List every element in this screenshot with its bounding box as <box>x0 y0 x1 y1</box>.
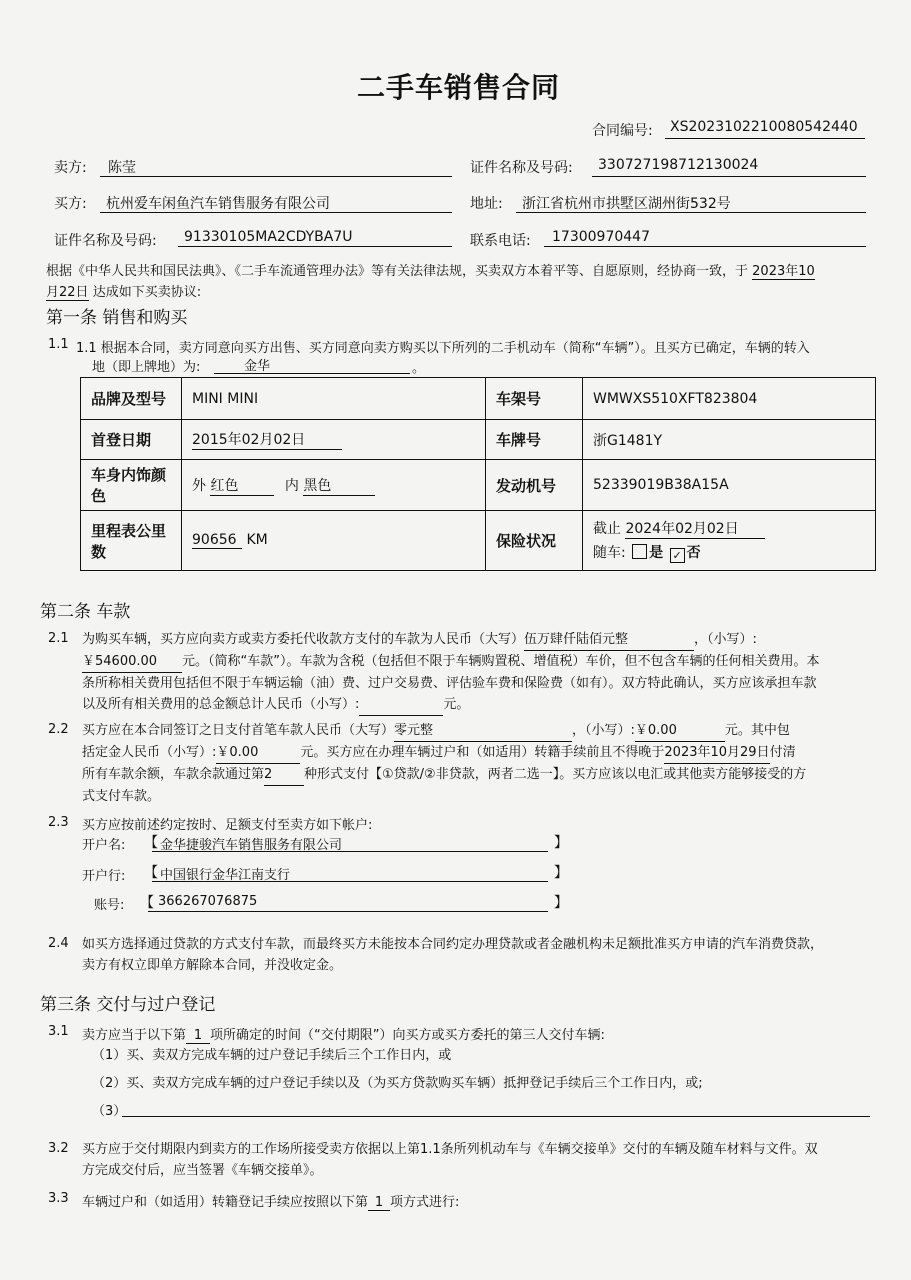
seller-id-no: 330727198712130024 <box>598 157 759 173</box>
buyer-name: 杭州爱车闲鱼汽车销售服务有限公司 <box>106 196 330 212</box>
page-title: 二手车销售合同 <box>357 71 561 104</box>
clause-2-3-num: 2.3 <box>48 815 69 830</box>
reg-date-label: 首登日期 <box>81 420 182 460</box>
price-amount: ￥54600.00 <box>82 651 182 673</box>
clause-3-3-num: 3.3 <box>48 1191 69 1206</box>
article-3-title: 第三条 交付与过户登记 <box>40 995 216 1015</box>
clause-3-2: 买方应于交付期限内到卖方的工作场所接受卖方依据以上第1.1条所列机动车与《车辆交接单》交付的车辆及随车材料与文件。双 方完成交付后，应当签署《车辆交接单》。 <box>82 1142 818 1178</box>
contract-no-label: 合同编号: <box>592 123 653 139</box>
option-2: （2）买、卖双方完成车辆的过户登记手续以及（为买方贷款购买车辆）抵押登记手续后三个工作日内，或; <box>92 1076 703 1091</box>
clause-1-1-num: 1.1 <box>48 337 69 352</box>
yes-checkbox <box>632 544 647 559</box>
plate-label: 车牌号 <box>486 420 583 460</box>
option-3: （3） <box>92 1104 127 1119</box>
buyer-phone: 17300970447 <box>552 229 650 245</box>
reg-date-value: 2015年02月02日 <box>192 429 342 450</box>
intro-text-2: 月22日 达成如下买卖协议: <box>46 281 201 301</box>
interior-color: 黑色 <box>303 475 375 496</box>
clause-1-1-end: 。 <box>412 361 426 376</box>
vin-value: WMWXS510XFT823804 <box>583 378 876 420</box>
clause-3-2-num: 3.2 <box>48 1141 69 1156</box>
account-number: 366267076875 <box>158 894 258 909</box>
reg-date-cell <box>182 420 486 460</box>
color-label: 车身内饰颜色 <box>81 460 182 511</box>
transfer-place: 金华 <box>244 359 271 374</box>
account-holder: 金华捷骏汽车销售服务有限公司 <box>160 838 343 853</box>
clause-2-1-num: 2.1 <box>48 631 69 646</box>
no-checkbox: ✓ <box>670 548 685 563</box>
article-2-title: 第二条 车款 <box>40 602 131 622</box>
buyer-addr-label: 地址: <box>470 196 503 212</box>
brand-label: 品牌及型号 <box>81 378 182 420</box>
seller-name: 陈莹 <box>108 160 136 176</box>
mileage-label: 里程表公里数 <box>81 511 182 571</box>
clause-2-2-num: 2.2 <box>48 722 69 737</box>
clause-2-4-num: 2.4 <box>48 936 69 951</box>
clause-2-2: 买方应在本合同签订之日支付首笔车款人民币（大写）零元整 ，（小写）:￥0.00 元。其中包 括定金人民币（小写）:￥0.00 元。买方应在办理车辆过户和（如适用）转籍手续前且不得晚于2023年10月29日付清 所有车款余额，车款余款通过第2 种形式支付【①贷款/②非贷款，两者二选一】。买方应该以电汇或其他卖方能够接受的方 式支付车款。 <box>82 720 882 807</box>
mileage-value: 90656 <box>192 532 242 549</box>
clause-3-3-text: 车辆过户和（如适用）转籍登记手续应按照以下第 1 项方式进行: <box>82 1195 460 1210</box>
delivery-item: 1 <box>186 1028 210 1044</box>
exterior-color: 红色 <box>210 475 274 496</box>
account-holder-label: 开户名: <box>82 838 126 853</box>
insurance-label: 保险状况 <box>486 511 583 571</box>
buyer-phone-label: 联系电话: <box>470 233 531 249</box>
first-payment-words: 零元整 <box>394 720 572 742</box>
price-in-words: 伍万肆仟陆佰元整 <box>524 629 694 651</box>
transfer-item: 1 <box>368 1195 390 1211</box>
clause-3-1-text: 卖方应当于以下第 1 项所确定的时间（“交付期限”）向买方或买方委托的第三人交付车辆: <box>82 1028 605 1043</box>
contract-page: 二手车销售合同 合同编号: XS2023102210080542440 卖方: 陈莹 证件名称及号码: 330727198712130024 买方: 杭州爱车闲鱼汽车销售服务有限公司 地址: 浙江省杭州市拱墅区湖州街532号 证件名称及号码: 91330105MA2CDYBA7U 联系电话: 17300970447 根据《中华人民共和国民法典》、《二手车流通管理办法》等有关法律法规，买卖双方本着平等、自愿原则，经协商一致，于 2023年10 月22日 达成如下买卖协议: 第一条 销售和购买 1.1 1.1 根据本合同，卖方同意向买方出售、买方同意向卖方购买以下所列的二手机动车（简称“车辆”）。且买方已确定，车辆的转入 地（即上牌地）为: 金华 。 品牌及型号 MINI MINI 车架号 WMWXS510XFT823804 首登日期 2015年02月02日 车牌号 浙G1481Y 车身内饰颜色 外 红色 内 黑色 发动机号 52339019B38A15A 里程表公里数 90656 KM 保险状况 截止 2024年02月02日 随车: 是 ✓ 否 第二条 车款 2.1 为购买车辆，买方应向卖方或卖方委托代收款方支付的车款为人民币（大写）伍万肆仟陆佰元整 ，（小写）: ￥54600.00 元。（简称“车款”）。车款为含税（包括但不限于车辆购置税、增值税）车价，但不包含车辆的任何相关费用。本 条所称相关费用包括但不限于车辆运输（油）费、过户交易费、评估验车费和保险费（如有）。双方特此确认，买方应该承担车款 以及所有相关费用的总金额总计人民币（小写）: 元。 2.2 买方应在本合同签订之日支付首笔车款人民币（大写）零元整 ，（小写）:￥0.00 元。其中包 括定金人民币（小写）:￥0.00 元。买方应在办理车辆过户和（如适用）转籍手续前且不得晚于2023年10月29日付清 所有车款余额，车款余款通过第2 种形式支付【①贷款/②非贷款，两者二选一】。买方应该以电汇或其他卖方能够接受的方 式支付车款。 2.3 买方应按前述约定按时、足额支付至卖方如下帐户: 开户名: 【 金华捷骏汽车销售服务有限公司 】 开户行: 【 中国银行金华江南支行 】 账号: 【 366267076875 】 2.4 如买方选择通过贷款的方式支付车款，而最终买方未能按本合同约定办理贷款或者金融机构未足额批准买方申请的汽车消费贷款， 卖方有权立即单方解除本合同，并没收定金。 第三条 交付与过户登记 3.1 卖方应当于以下第 1 项所确定的时间（“交付期限”）向买方或买方委托的第三人交付车辆: （1）买、卖双方完成车辆的过户登记手续后三个工作日内，或 （2）买、卖双方完成车辆的过户登记手续以及（为买方贷款购买车辆）抵押登记手续后三个工作日内，或; （3） 3.2 买方应于交付期限内到卖方的工作场所接受卖方依据以上第1.1条所列机动车与《车辆交接单》交付的车辆及随车材料与文件。双 方完成交付后，应当签署《车辆交接单》。 3.3 车辆过户和（如适用）转籍登记手续应按照以下第 1 项方式进行: <box>0 0 911 1280</box>
seller-label: 卖方: <box>54 160 87 176</box>
option-1: （1）买、卖双方完成车辆的过户登记手续后三个工作日内，或 <box>92 1048 452 1063</box>
article-1-title: 第一条 销售和购买 <box>46 308 188 328</box>
clause-1-1-text-2: 地（即上牌地）为: <box>92 360 201 375</box>
mileage-cell: 90656 KM <box>182 511 486 571</box>
intro-text: 根据《中华人民共和国民法典》、《二手车流通管理办法》等有关法律法规，买卖双方本着平等、自愿原则，经协商一致，于 2023年10 <box>46 260 815 280</box>
insurance-cell: 截止 2024年02月02日 随车: 是 ✓ 否 <box>583 511 876 571</box>
bank-label: 开户行: <box>82 869 126 884</box>
clause-3-1-num: 3.1 <box>48 1024 69 1039</box>
contract-no: XS2023102210080542440 <box>670 119 858 135</box>
brand-value: MINI MINI <box>182 378 486 420</box>
clause-1-1-text: 1.1 根据本合同，卖方同意向买方出售、买方同意向卖方购买以下所列的二手机动车（简称“车辆”）。且买方已确定，车辆的转入 <box>76 341 810 356</box>
final-payment-date: 2023年10月29日 <box>664 742 769 764</box>
clause-2-4: 如买方选择通过贷款的方式支付车款，而最终买方未能按本合同约定办理贷款或者金融机构未足额批准买方申请的汽车消费贷款， 卖方有权立即单方解除本合同，并没收定金。 <box>82 937 824 973</box>
engine-value: 52339019B38A15A <box>583 460 876 511</box>
deposit-amount: ￥0.00 <box>216 742 300 764</box>
clause-2-1: 为购买车辆，买方应向卖方或卖方委托代收款方支付的车款为人民币（大写）伍万肆仟陆佰元整 ，（小写）: ￥54600.00 元。（简称“车款”）。车款为含税（包括但不限于车辆购置税、增值税）车价，但不包含车辆的任何相关费用。本 条所称相关费用包括但不限于车辆运输（油）费、过户交易费、评估验车费和保险费（如有）。双方特此确认，买方应该承担车款 以及所有相关费用的总金额总计人民币（小写）: 元。 <box>82 629 882 716</box>
payment-method: 2 <box>264 764 304 786</box>
first-payment-amount: ￥0.00 <box>635 720 725 742</box>
account-label: 账号: <box>94 898 125 913</box>
buyer-address: 浙江省杭州市拱墅区湖州街532号 <box>522 196 731 212</box>
insurance-until: 2024年02月02日 <box>625 518 765 539</box>
buyer-label: 买方: <box>54 196 87 212</box>
clause-2-3-text: 买方应按前述约定按时、足额支付至卖方如下帐户: <box>82 818 373 833</box>
engine-label: 发动机号 <box>486 460 583 511</box>
seller-id-label: 证件名称及号码: <box>470 160 573 176</box>
vin-label: 车架号 <box>486 378 583 420</box>
color-cell: 外 红色 内 黑色 <box>182 460 486 511</box>
buyer-id-no: 91330105MA2CDYBA7U <box>184 229 353 245</box>
plate-value: 浙G1481Y <box>583 420 876 460</box>
vehicle-table <box>80 377 876 571</box>
buyer-id-label: 证件名称及号码: <box>54 233 157 249</box>
bank-name: 中国银行金华江南支行 <box>160 868 291 883</box>
